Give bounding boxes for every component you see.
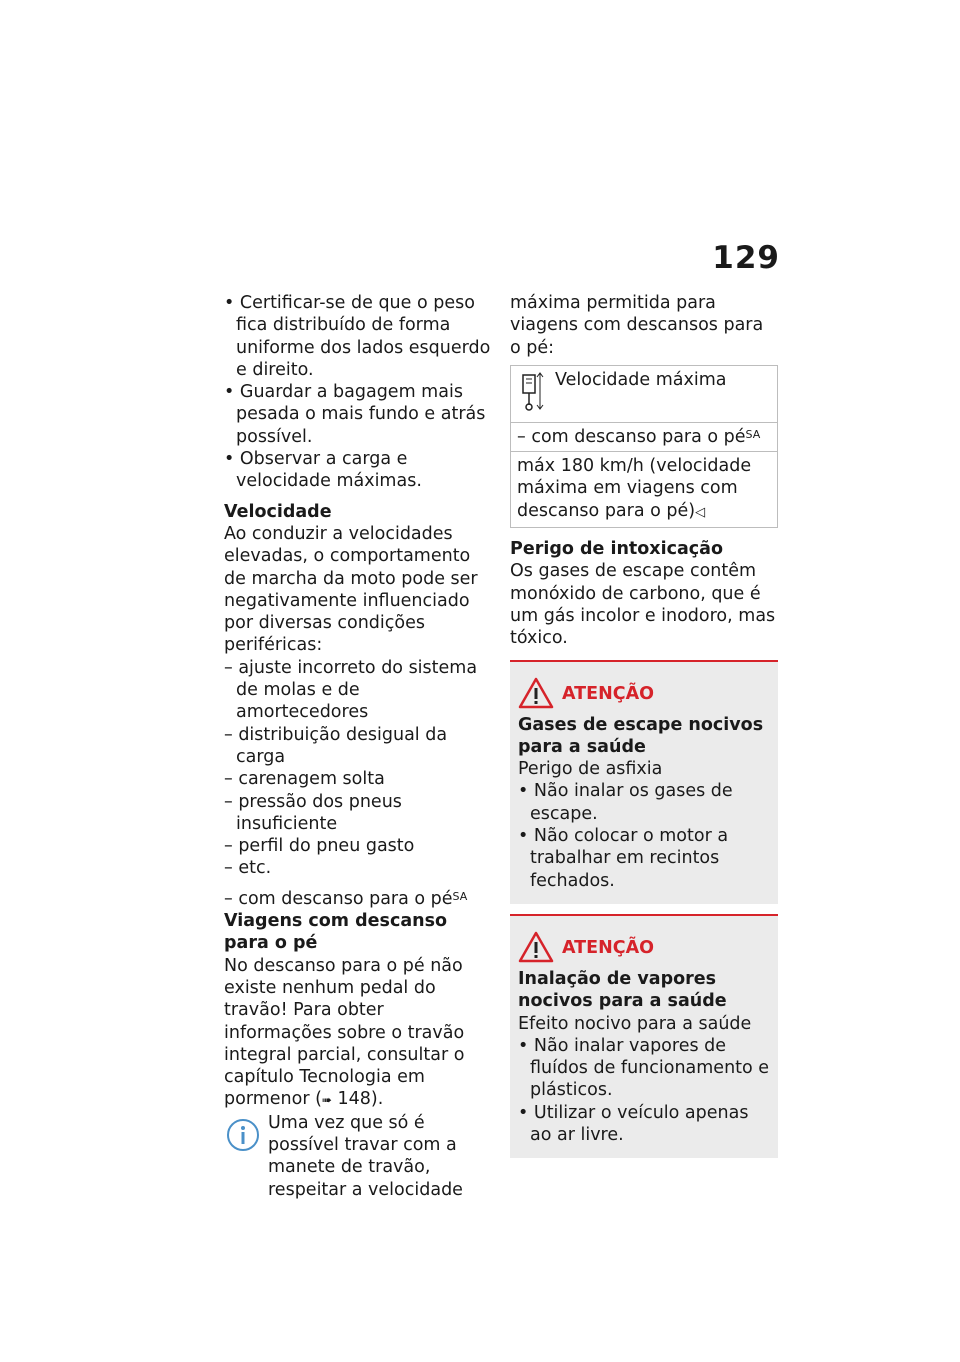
perigo-text: Os gases de escape contêm monóxido de carbono, que é um gás incolor e inodoro, mas tóxico. (510, 561, 776, 649)
list-item: – distribuição desigual da carga (224, 724, 448, 767)
list-item: • Não inalar os gases de escape. (518, 781, 733, 824)
warning-heading: Inalação de vapores nocivos para a saúde (518, 968, 727, 1012)
info-text: Uma vez que só é possível travar com a manete de travão, respeitar a velocidade (268, 1112, 463, 1200)
velocidade-text: Ao conduzir a velocidades elevadas, o comportamento de marcha da moto pode ser negativamente influenciado por diversas condições periféricas: (224, 523, 478, 656)
info-icon (226, 1118, 260, 1152)
page-number: 129 (712, 240, 780, 276)
table-header: Velocidade máxima (555, 369, 727, 390)
table-row: – com descanso para o $pé^{SA}$ (511, 422, 778, 451)
section-heading-perigo: Perigo de intoxicação (510, 539, 723, 560)
warning-triangle-icon (518, 930, 554, 964)
option-line: – com descanso para o $pé^{SA}$ (224, 888, 468, 909)
list-item: • Não inalar vapores de fluídos de funcionamento e plásticos. (518, 1035, 770, 1101)
speed-gauge-icon (517, 369, 545, 413)
list-item: • Não colocar o motor a trabalhar em recintos fechados. (518, 826, 729, 891)
list-item: – carenagem solta (224, 769, 385, 790)
warning-title: ATENÇÃO (518, 676, 770, 712)
list-item: • Utilizar o veículo apenas ao ar livre. (518, 1102, 749, 1146)
warning-subtitle: Efeito nocivo para a saúde (518, 1013, 752, 1034)
list-item: • Observar a carga e velocidade máximas. (224, 449, 422, 492)
warning-title: ATENÇÃO (518, 930, 770, 966)
list-item: – etc. (224, 858, 272, 879)
warning-heading: Gases de escape nocivos para a saúde (518, 714, 764, 757)
left-column (224, 292, 492, 1201)
right-column (510, 292, 778, 1158)
warning-subtitle: Perigo de asfixia (518, 759, 663, 780)
end-mark: ◁ (695, 504, 706, 520)
list-item: – pressão dos pneus insuficiente (224, 791, 402, 834)
table-row: máx 180 km/h (velocidade máxima em viagens com descanso para o pé)◁ (511, 452, 778, 528)
intro-text: máxima permitida para viagens com descansos para o pé: (510, 293, 764, 358)
warning-triangle-icon (518, 676, 554, 710)
spec-table (510, 365, 778, 528)
info-box (224, 1112, 492, 1201)
warning-box (510, 660, 778, 904)
list-item: • Guardar a bagagem mais pesada o mais fundo e atrás possível. (224, 382, 486, 447)
table-row (511, 365, 778, 422)
arrow-icon: ➠ (321, 1093, 332, 1108)
list-item: – ajuste incorreto do sistema de molas e de amortecedores (224, 657, 478, 723)
list-item: – perfil do pneu gasto (224, 836, 415, 857)
list-item: • Certificar-se de que o peso fica distribuído de forma uniforme dos lados esquerdo e direito. (224, 293, 491, 380)
section-heading-viagens: Viagens com descanso para o pé (224, 911, 448, 954)
warning-box (510, 914, 778, 1158)
viagens-text: No descanso para o pé não existe nenhum pedal do travão! Para obter informações sobre o travão integral parcial, consultar o capítulo Tecnologia em pormenor (➠ 148). (224, 955, 465, 1110)
section-heading-velocidade: Velocidade (224, 501, 332, 522)
